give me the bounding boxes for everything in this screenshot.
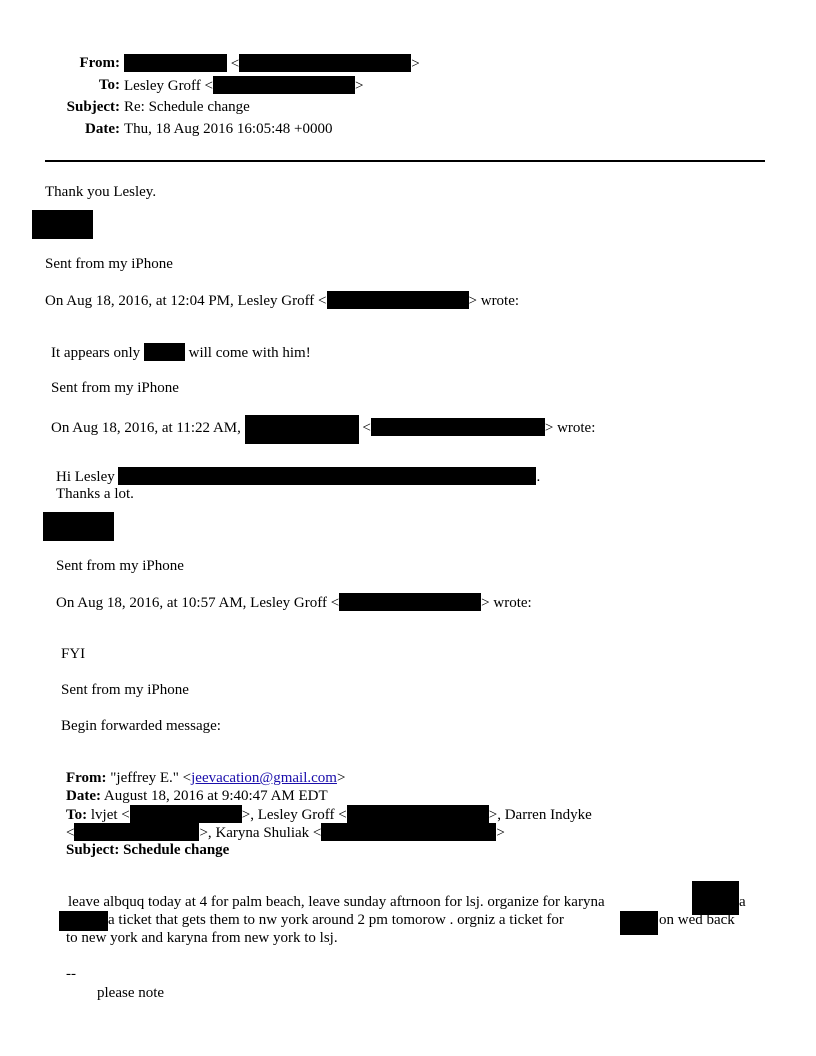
signature-dash: -- (66, 966, 76, 982)
quote2-attribution: On Aug 18, 2016, at 11:22 AM, < > wrote: (51, 415, 595, 444)
redacted-lvjet-email (130, 805, 242, 823)
fwd-body-line-2: a ticket that gets them to nw york around 2 pm tomorow . orgniz a ticket for (108, 912, 564, 928)
from-label: From: (79, 55, 120, 71)
fyi-text: FYI (61, 646, 86, 662)
thanks-text: Thank you Lesley. (45, 184, 157, 200)
redacted-fwd-name-3 (620, 911, 658, 935)
fwd-from-name: "jeffrey E." (110, 770, 179, 786)
redacted-sender-name (124, 54, 227, 72)
redacted-karyna-email (321, 823, 496, 841)
fwd-to-label: To: (66, 807, 88, 823)
sent-from-3: Sent from my iPhone (56, 558, 184, 574)
sent-from-1: Sent from my iPhone (45, 256, 173, 272)
subject-label: Subject: (66, 99, 120, 115)
redacted-darren-email (74, 823, 199, 841)
fwd-from-row: From: "jeffrey E." <jeevacation@gmail.com> (66, 770, 346, 786)
hi-lesley-line: Hi Lesley . (56, 469, 541, 485)
quote3-attribution: On Aug 18, 2016, at 10:57 AM, Lesley Groff < > wrote: (56, 595, 532, 611)
fwd-to-row-2: < >, Karyna Shuliak < > (66, 825, 505, 841)
fwd-from-email-link[interactable]: jeevacation@gmail.com (191, 770, 337, 786)
date-label: Date: (85, 121, 120, 137)
appears-line: It appears only will come with him! (51, 345, 311, 361)
fwd-date-label: Date: (66, 788, 101, 804)
redacted-message-text (118, 467, 536, 485)
redacted-email-q1 (327, 291, 469, 309)
fwd-body-line-3: to new york and karyna from new york to lsj. (66, 930, 338, 946)
redacted-sender-email (239, 54, 411, 72)
fwd-date-value: August 18, 2016 at 9:40:47 AM EDT (103, 788, 328, 804)
sent-from-4: Sent from my iPhone (61, 682, 189, 698)
fwd-body-line-1: leave albquq today at 4 for palm beach, leave sunday aftrnoon for lsj. organize for karyna (68, 894, 605, 910)
redacted-name-appears (144, 343, 185, 361)
thanks-lot-text: Thanks a lot. (56, 486, 134, 502)
redacted-lesley-email (347, 805, 489, 823)
please-note-text: please note (97, 985, 165, 1001)
to-label: To: (98, 77, 120, 93)
subject-value: Re: Schedule change (124, 99, 250, 115)
redacted-fwd-name-1 (692, 881, 739, 915)
date-value: Thu, 18 Aug 2016 16:05:48 +0000 (124, 121, 333, 137)
fwd-date-row (66, 787, 328, 805)
redacted-fwd-name-2 (59, 911, 108, 931)
redacted-email-q2 (371, 418, 545, 436)
redacted-signature-2 (43, 512, 114, 541)
redacted-signature-1 (32, 210, 93, 239)
fwd-to-row: To: lvjet < >, Lesley Groff < >, Darren Indyke (66, 807, 592, 823)
header-divider (45, 160, 765, 162)
to-name: Lesley Groff (124, 78, 201, 94)
quote1-attribution: On Aug 18, 2016, at 12:04 PM, Lesley Groff < > wrote: (45, 293, 520, 309)
redacted-to-email (213, 76, 355, 94)
sent-from-2: Sent from my iPhone (51, 380, 179, 396)
fwd-body-line-1-end: a (739, 894, 746, 910)
redacted-email-q3 (339, 593, 481, 611)
fwd-from-label: From: (66, 770, 107, 786)
fwd-subject-row: Subject: Schedule change (66, 842, 230, 858)
begin-forwarded-text: Begin forwarded message: (61, 718, 221, 734)
redacted-name-q2 (245, 415, 359, 444)
fwd-body-line-2-end: on wed back (659, 912, 735, 928)
